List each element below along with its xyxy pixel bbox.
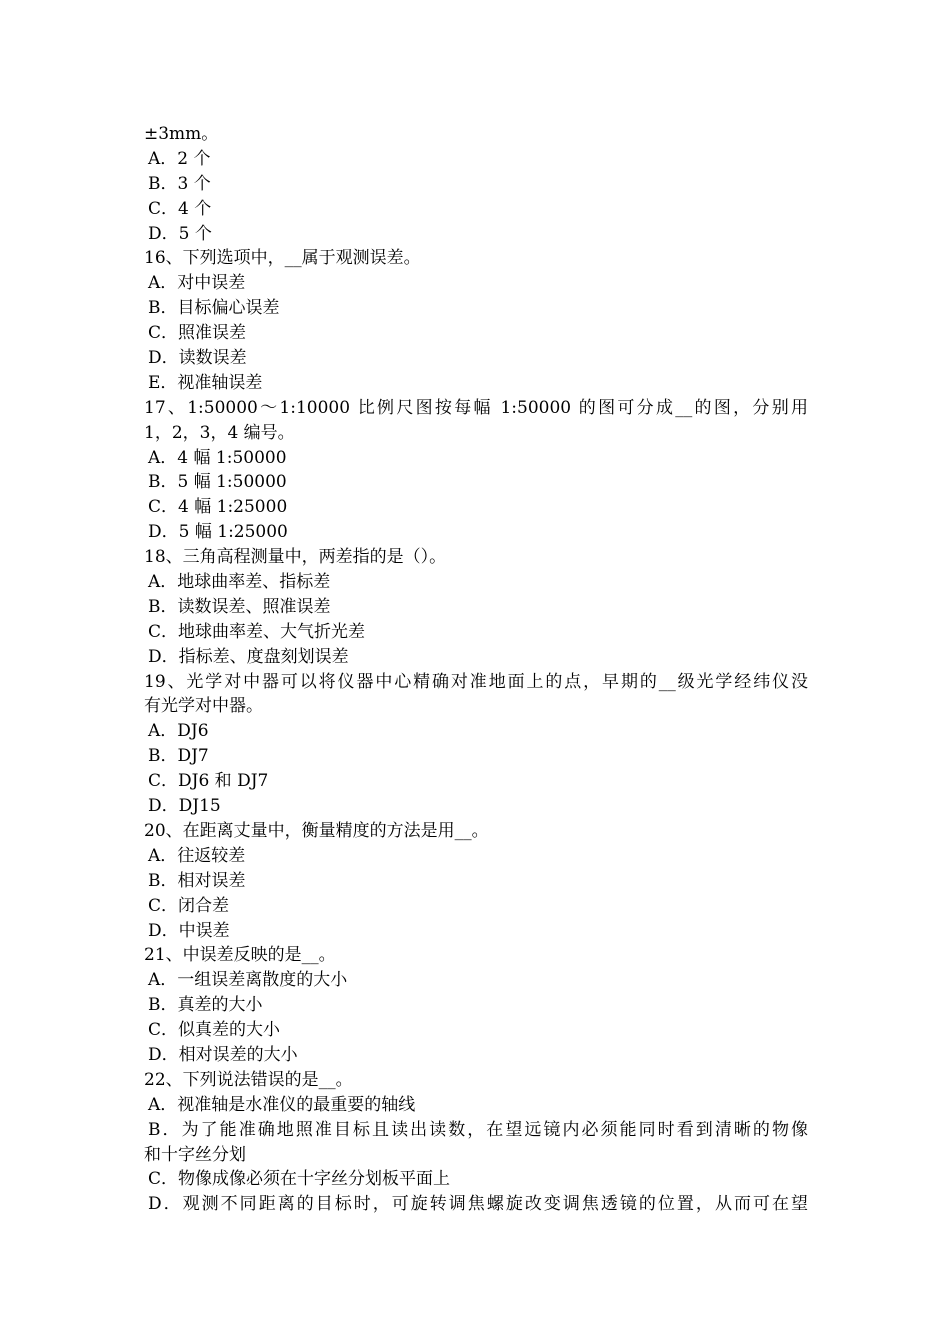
answer-option: B．DJ7 (148, 746, 209, 767)
question-text: 20、在距离丈量中，衡量精度的方法是用__。 (144, 820, 489, 841)
text-line: ±3mm。 (144, 124, 219, 144)
answer-option: B．为了能准确地照准目标且读出读数，在望远镜内必须能同时看到清晰的物像 (148, 1119, 808, 1140)
answer-option: C．照准误差 (148, 323, 247, 344)
answer-option: C．地球曲率差、大气折光差 (148, 621, 366, 642)
answer-option: C．4 个 (148, 198, 212, 219)
answer-option: D．相对误差的大小 (148, 1044, 298, 1065)
answer-option: C．似真差的大小 (148, 1020, 281, 1041)
answer-option: C．闭合差 (148, 895, 230, 916)
answer-option: A．视准轴是水准仪的最重要的轴线 (148, 1094, 416, 1115)
answer-option: B．读数误差、照准误差 (148, 596, 331, 617)
answer-option: B．5 幅 1:50000 (148, 472, 287, 493)
question-text: 22、下列说法错误的是__。 (144, 1069, 353, 1090)
answer-option: B．相对误差 (148, 870, 246, 891)
answer-option: B．3 个 (148, 173, 211, 194)
question-text: 17、1:50000～1:10000 比例尺图按每幅 1:50000 的图可分成__的图，分别用 (144, 397, 808, 418)
answer-option: B．目标偏心误差 (148, 298, 280, 319)
answer-option: A．2 个 (148, 148, 211, 169)
question-text: 19、光学对中器可以将仪器中心精确对准地面上的点，早期的__级光学经纬仪没 (144, 671, 808, 692)
answer-option: D．5 个 (148, 223, 212, 244)
answer-option: A．地球曲率差、指标差 (148, 572, 331, 593)
answer-option: D．中误差 (148, 920, 230, 941)
answer-option: D．读数误差 (148, 348, 247, 369)
answer-option: A．DJ6 (148, 721, 209, 742)
answer-option: D．指标差、度盘刻划误差 (148, 646, 349, 667)
answer-option: C．4 幅 1:25000 (148, 497, 288, 518)
question-text: 21、中误差反映的是__。 (144, 945, 336, 966)
question-text: 18、三角高程测量中，两差指的是（）。 (144, 547, 447, 568)
text-line: 和十字丝分划 (144, 1144, 246, 1165)
answer-option: A．一组误差离散度的大小 (148, 970, 348, 991)
answer-option: E．视准轴误差 (148, 372, 263, 393)
document-body (144, 122, 808, 1217)
answer-option: D．DJ15 (148, 796, 221, 817)
text-line: 有光学对中器。 (144, 696, 263, 717)
answer-option: A．对中误差 (148, 273, 246, 294)
answer-option: B．真差的大小 (148, 995, 263, 1016)
answer-option: D．观测不同距离的目标时，可旋转调焦螺旋改变调焦透镜的位置，从而可在望 (148, 1194, 808, 1215)
question-text: 16、下列选项中，__属于观测误差。 (144, 248, 421, 269)
answer-option: C．DJ6 和 DJ7 (148, 771, 269, 792)
answer-option: D．5 幅 1:25000 (148, 522, 288, 543)
text-line: 1，2，3，4 编号。 (144, 422, 295, 443)
answer-option: C．物像成像必须在十字丝分划板平面上 (148, 1169, 451, 1190)
answer-option: A．往返较差 (148, 845, 246, 866)
answer-option: A．4 幅 1:50000 (148, 447, 287, 468)
